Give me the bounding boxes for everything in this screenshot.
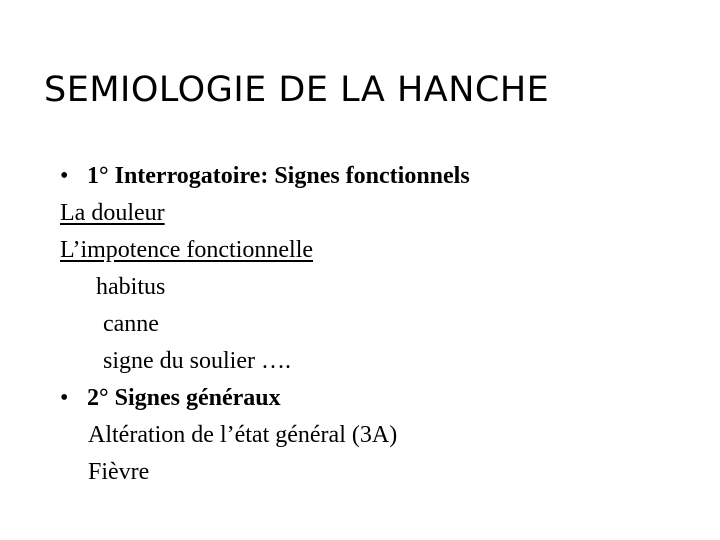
slide-title: SEMIOLOGIE DE LA HANCHE — [44, 70, 550, 110]
item-fievre: Fièvre — [88, 459, 150, 485]
section-2-heading: 2° Signes généraux — [87, 385, 281, 411]
item-douleur: La douleur — [60, 200, 165, 226]
bullet-2: • — [60, 385, 69, 411]
sub-item-habitus: habitus — [96, 274, 166, 300]
bullet-1: • — [60, 163, 69, 189]
item-impotence: L’impotence fonctionnelle — [60, 237, 314, 263]
item-alteration: Altération de l’état général (3A) — [88, 422, 398, 448]
sub-item-soulier: signe du soulier …. — [103, 348, 291, 374]
section-1-heading: 1° Interrogatoire: Signes fonctionnels — [87, 163, 470, 189]
sub-item-canne: canne — [103, 311, 159, 337]
